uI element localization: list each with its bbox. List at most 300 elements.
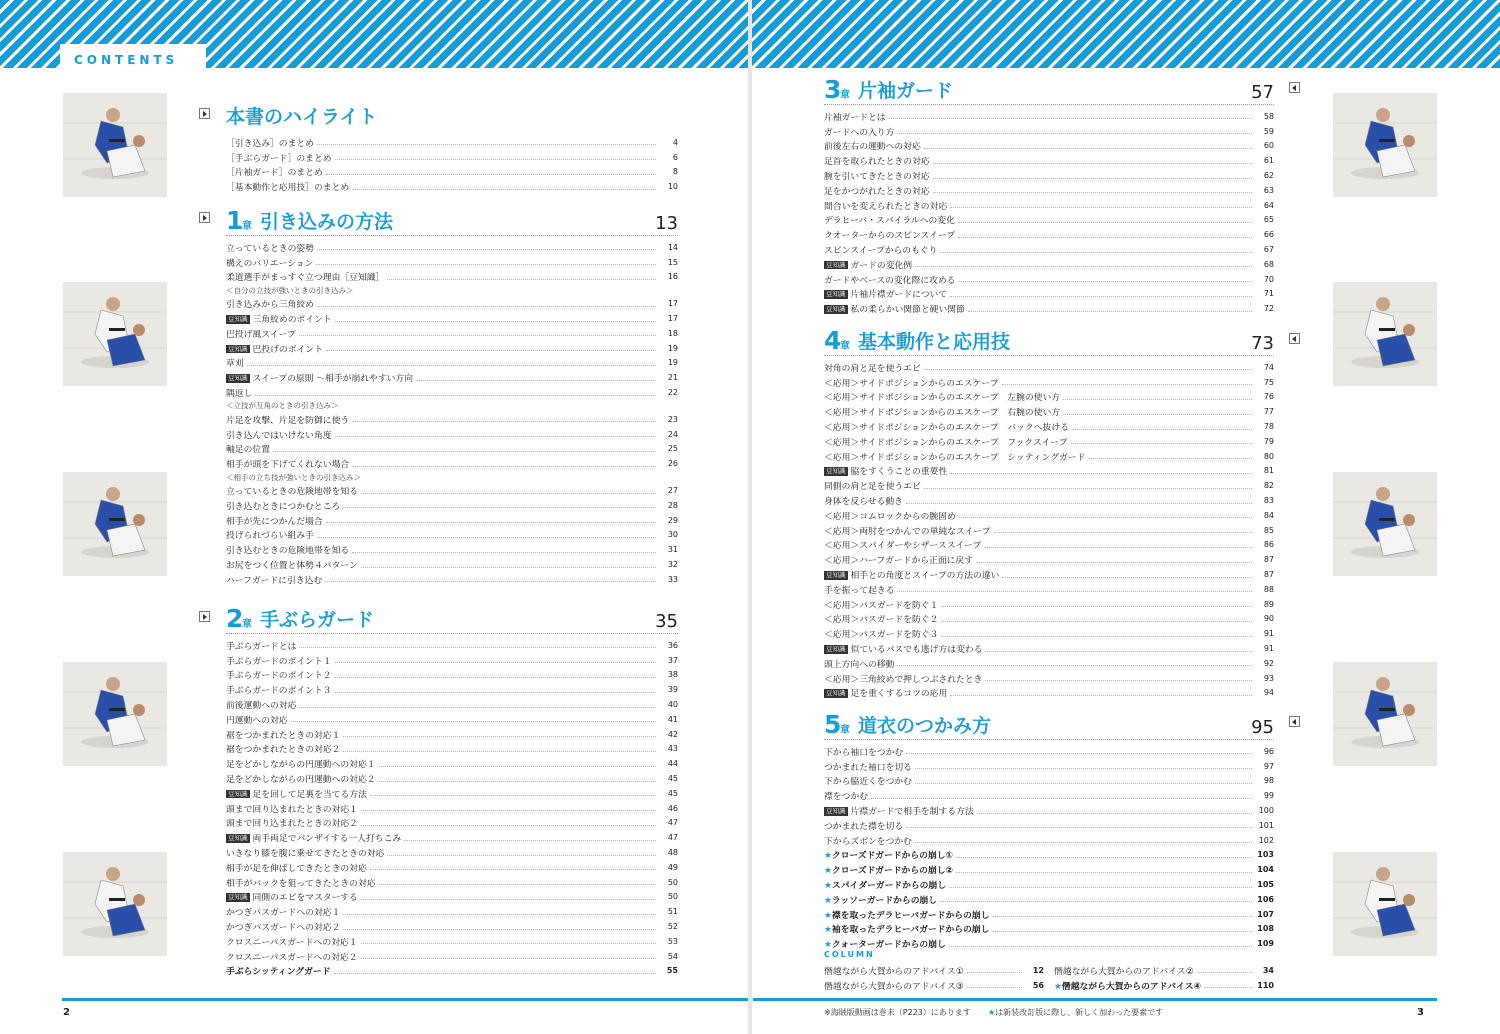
leader-dots [379,884,656,885]
toc-entry-label [824,376,1002,389]
toc-entry-label [824,642,985,655]
toc-entry-text: 下から脇近くをつかむ [824,777,912,788]
column-section [824,944,1274,993]
triangle-arrow-icon [199,611,210,622]
leader-dots [343,507,656,508]
toc-entry [226,341,678,356]
toc-entry-text: 手ぶらガードとは [226,641,297,652]
toc-entry-label [824,553,976,566]
toc-entry-label [226,327,299,340]
leader-dots [352,189,656,190]
leader-dots [915,783,1252,784]
toc-entry-label [824,524,994,537]
leader-dots [949,887,1252,888]
toc-entry-label [824,243,940,256]
leader-dots [933,192,1252,193]
leader-dots [933,163,1252,164]
toc-entry [824,508,1274,523]
chapter-suffix: 章 [242,221,252,232]
toc-entry-label [226,151,335,164]
toc-entry-page: 48 [667,848,678,858]
leader-dots [897,591,1252,592]
toc-entry-label [226,573,325,586]
toc-entry [226,165,678,180]
chapter-page: 57 [1251,82,1274,103]
leader-dots [956,872,1252,873]
leader-dots [326,174,656,175]
toc-entry-text: 隅返し [226,389,253,400]
toc-entry [824,567,1274,582]
photo-5 [63,852,167,956]
toc-entry [824,464,1274,479]
toc-entry-page: 4 [672,137,678,147]
chapter-4-section [824,323,1274,700]
photo-7 [1333,282,1437,386]
toc-entry-page: 78 [1263,422,1274,432]
page-number-right: 3 [1417,1007,1424,1018]
toc-entry-label [824,789,871,802]
chapter-title: 道衣のつかみ方 [858,715,992,737]
toc-entry-page: 50 [667,892,678,902]
toc-entry-text: クロスニーパスガードへの対応２ [226,952,358,963]
chapter-page: 35 [655,611,678,632]
leader-dots [352,421,656,422]
toc-entry-text: ［基本動作と応用技］のまとめ [226,183,350,194]
toc-entry-text: 足をどかしながらの円運動への対応２ [226,775,376,786]
toc-entry-page: 55 [666,966,678,976]
chapter-title: 引き込みの方法 [260,211,394,233]
toc-entry-text: 両手両足でバンザイする一人打ちこみ [252,834,402,845]
tip-badge: 豆知識 [228,315,248,324]
header-stripe-right [752,0,1500,68]
toc-entry-text: 足をどかしながらの円運動への対応１ [226,760,376,771]
toc-entry-page: 87 [1263,555,1274,565]
toc-entry [824,523,1274,538]
toc-entry-page: 53 [667,936,678,946]
toc-entry-label [226,543,352,556]
toc-entry-text: 似ているパスでも逃げ方は変わる [850,645,983,656]
photo-6 [1333,93,1437,197]
chapter-number: 1 [226,206,244,235]
toc-entry [226,845,678,860]
toc-entry-text: クロスニーパスガードへの対応１ [226,937,358,948]
toc-entry [226,326,678,341]
toc-entry [824,597,1274,612]
toc-entry [824,671,1274,686]
toc-entry-page: 40 [667,700,678,710]
toc-entry-page: 79 [1263,436,1274,446]
leader-dots [370,869,656,870]
toc-entry-page: 32 [667,560,678,570]
toc-entry-label [226,964,334,977]
contents-tab [60,44,206,70]
toc-entry-page: 67 [1263,245,1274,255]
toc-entry-text: ＜応用＞ハーフガードから正面に戻す [824,556,974,567]
leader-dots [924,488,1252,489]
leader-dots [361,810,656,811]
leader-dots [985,651,1252,652]
leader-dots [317,249,656,250]
highlight-title: 本書のハイライト [226,106,378,128]
leader-dots [924,148,1252,149]
toc-entry [824,153,1274,168]
toc-entry [226,668,678,683]
toc-entry-text: ガードやベースの変化際に攻める [824,275,956,286]
toc-entry-page: 77 [1263,407,1274,417]
toc-entry-text: 身体を反らせる動き [824,497,903,508]
toc-entry [824,552,1274,567]
toc-entry [824,390,1274,405]
toc-entry-page: 103 [1257,850,1274,860]
toc-entry-page: 91 [1263,629,1274,639]
toc-entry-label [226,816,361,829]
toc-entry [824,833,1274,848]
toc-entry-page: 90 [1263,614,1274,624]
toc-entry-label [226,654,335,667]
leader-dots [247,365,656,366]
toc-entry [824,301,1274,316]
toc-entry-text: 腕を引いてきたときの対応 [824,172,930,183]
leader-dots [967,987,1022,988]
toc-entry-text: クオーターからのスピンスイープ [824,231,956,242]
toc-entry [824,538,1274,553]
column-list [824,963,1274,993]
highlight-section [226,98,678,194]
toc-entry-label [226,371,416,384]
footer-rule-right [753,998,1437,1001]
leader-dots [915,768,1252,769]
leader-dots [335,662,656,663]
toc-entry-page: 81 [1263,466,1274,476]
toc-entry-label [226,713,291,726]
toc-entry [226,471,678,483]
toc-entry-label [226,413,352,426]
toc-entry-text: 足を重くするコツの応用 [850,689,948,700]
toc-entry-page: 26 [667,459,678,469]
toc-entry-text: 手ぶらガードのポイント２ [226,671,332,682]
toc-entry [226,949,678,964]
toc-entry [824,612,1274,627]
toc-entry [824,656,1274,671]
toc-entry-label [226,285,357,296]
toc-entry-text: 手ぶらガードのポイント３ [226,686,332,697]
toc-entry-page: 64 [1263,200,1274,210]
toc-entry-label [824,964,967,977]
toc-entry-label [824,405,1063,418]
toc-entry-label [226,241,317,254]
leader-dots [1197,972,1252,973]
toc-entry-page: 63 [1263,185,1274,195]
toc-entry-page: 45 [667,774,678,784]
toc-entry-text: つかまれた袖口を切る [824,762,912,773]
triangle-arrow-icon [1289,82,1300,93]
leader-dots [1071,443,1252,444]
leader-dots [343,914,656,915]
toc-entry-label [824,922,992,935]
toc-entry-page: 23 [667,414,678,424]
chapter-title-row [824,323,1274,353]
toc-entry [226,904,678,919]
toc-entry-label [824,908,992,921]
toc-entry [226,697,678,712]
page-gutter [748,0,752,1034]
leader-dots [291,721,656,722]
toc-entry-page: 33 [667,574,678,584]
toc-entry-page: 74 [1263,362,1274,372]
toc-entry-text: ＜応用＞パスガードを防ぐ２ [824,615,939,626]
leader-dots [959,281,1252,282]
toc-entry [824,788,1274,803]
tip-badge: 豆知識 [228,893,248,902]
toc-entry-label [824,435,1071,448]
toc-entry-text: 軸足の位置 [226,445,270,456]
leader-dots [889,118,1252,119]
toc-entry-label [824,169,933,182]
leader-dots [941,606,1252,607]
toc-entry-text: 巴投げ風スイープ [226,329,296,340]
toc-entry-label [824,199,950,212]
toc-entry-text: つかまれた襟を切る [824,821,904,832]
toc-entry-page: 6 [672,152,678,162]
toc-entry-text: ＜立技が互角のときの引き込み＞ [226,401,339,411]
leader-dots [984,547,1252,548]
toc-entry [226,270,678,285]
toc-entry-label [226,698,299,711]
toc-entry-text: ＜応用＞サイドポジションからのエスケープ 右腕の使い方 [824,408,1061,419]
leader-dots [361,958,656,959]
footer-note-2 [988,1007,1163,1018]
toc-entry [226,296,678,311]
judo-photo-illustration [1333,282,1437,386]
toc-entry [824,139,1274,154]
toc-entry-text: ＜応用＞サイドポジションからのエスケープ [824,378,999,389]
toc-entry-label [226,428,335,441]
toc-entry-text: 相手が頭を下げてくれない場合 [226,460,350,471]
toc-entry [824,892,1274,907]
toc-entry-page: 22 [667,388,678,398]
toc-entry-page: 10 [667,182,678,192]
toc-entry-page: 39 [667,685,678,695]
leader-dots [958,222,1252,223]
leader-dots [335,321,656,322]
highlight-list [226,135,678,194]
tip-badge: 豆知識 [826,571,846,580]
toc-entry-label [824,583,897,596]
judo-photo-illustration [1333,472,1437,576]
toc-entry [824,419,1274,434]
toc-entry-text: 頭まで回り込まれたときの対応２ [226,819,358,830]
toc-entry-page: 17 [667,299,678,309]
toc-entry-label [226,728,343,741]
toc-entry-label [824,979,967,992]
toc-entry-page: 85 [1263,525,1274,535]
toc-entry [824,848,1274,863]
title-leader [226,235,678,236]
toc-entry-page: 88 [1263,584,1274,594]
judo-photo-illustration [63,472,167,576]
toc-entry-page: 91 [1263,644,1274,654]
toc-entry-page: 60 [1263,141,1274,151]
leader-dots [379,781,656,782]
toc-entry-label [226,802,361,815]
toc-entry-page: 25 [667,444,678,454]
contents-label: CONTENTS [74,53,179,67]
toc-entry [226,483,678,498]
toc-entry-page: 19 [667,343,678,353]
chapter-3-section [824,72,1274,316]
triangle-arrow-icon [199,108,210,119]
toc-entry-text: デラヒーバ・スパイラルへの変化 [824,216,955,227]
toc-entry-label [824,420,1072,433]
toc-entry-page: 100 [1258,806,1274,816]
toc-entry-page: 106 [1257,894,1274,904]
toc-entry-page: 66 [1263,230,1274,240]
tip-badge: 豆知識 [826,807,846,816]
judo-photo-illustration [1333,662,1437,766]
photo-10 [1333,852,1437,956]
footer-note-2-text: は新装改訂版に際し、新しく加わった要素です [995,1008,1164,1017]
judo-photo-illustration [1333,852,1437,956]
toc-entry-page: 61 [1263,156,1274,166]
toc-entry [824,862,1274,877]
toc-entry-label [824,598,941,611]
toc-entry-page: 71 [1263,289,1274,299]
toc-entry-page: 14 [667,242,678,252]
leader-dots [361,825,656,826]
leader-dots [334,973,656,974]
star-icon: ★ [824,940,832,951]
leader-dots [897,133,1252,134]
toc-entry [824,759,1274,774]
toc-entry [226,284,678,296]
toc-entry-label [226,484,361,497]
toc-entry-page: 16 [667,272,678,282]
chapter-title: 手ぶらガード [260,609,375,631]
toc-entry-page: 38 [667,670,678,680]
toc-entry-text: 同側のエビをマスターする [252,893,358,904]
toc-entry-text: ガードの変化例 [850,260,913,271]
toc-entry-text: ［引き込み］のまとめ [226,138,314,149]
toc-entry-text: 僭越ながら大賀からのアドバイス③ [824,981,964,992]
toc-entry-text: 前後左右の運動への対応 [824,142,921,153]
toc-entry-page: 49 [667,862,678,872]
toc-entry-text: ＜応用＞両肘をつかんでの単純なスイープ [824,526,991,537]
judo-photo-illustration [63,662,167,766]
toc-entry-page: 37 [667,655,678,665]
leader-dots [940,901,1252,902]
chapter-suffix: 章 [840,341,850,352]
toc-entry-text: かつぎパスガードへの対応１ [226,908,341,919]
leader-dots [956,857,1252,858]
toc-entry [226,712,678,727]
toc-entry [226,801,678,816]
toc-entry-label [824,110,889,123]
chapter-number: 3 [824,75,842,104]
toc-entry-page: 84 [1263,510,1274,520]
toc-entry-page: 110 [1257,980,1274,990]
toc-entry-page: 46 [667,803,678,813]
toc-entry-text: クローズドガードからの崩し② [831,866,953,877]
chapter-1-section [226,203,678,587]
toc-entry-label [226,558,361,571]
toc-entry-text: 頭まで回り込まれたときの対応１ [226,804,358,815]
leader-dots [317,144,656,145]
leader-dots [361,567,656,568]
toc-entry-label [226,499,343,512]
chapter-number: 2 [226,604,244,633]
leader-dots [379,766,656,767]
toc-entry [824,404,1274,419]
toc-entry-label [824,686,950,699]
leader-dots [1088,458,1252,459]
tip-badge: 豆知識 [826,260,846,269]
toc-entry-text: クォーターガードからの崩し [831,940,946,951]
toc-entry-label [226,639,299,652]
tip-badge: 豆知識 [228,374,248,383]
toc-entry [824,198,1274,213]
toc-entry [226,356,678,371]
toc-entry [226,179,678,194]
toc-entry-page: 94 [1263,688,1274,698]
toc-entry [824,963,1044,978]
toc-entry-label [226,514,326,527]
toc-entry-page: 109 [1257,939,1274,949]
toc-entry-label [824,273,959,286]
toc-entry [824,360,1274,375]
photo-8 [1333,472,1437,576]
chapter-number: 5 [824,710,842,739]
triangle-arrow-icon [1289,333,1300,344]
toc-entry-label [824,390,1063,403]
toc-entry-text: 草刈 [226,359,244,370]
leader-dots [387,279,656,280]
toc-entry-text: 三角絞めのポイント [252,315,332,326]
toc-entry [824,478,1274,493]
toc-entry-page: 36 [667,640,678,650]
tip-badge: 豆知識 [228,344,248,353]
toc-entry-text: 袖を取ったデラヒーバガードからの崩し [831,925,990,936]
toc-entry-label [226,905,343,918]
leader-dots [941,621,1252,622]
leader-dots [255,395,656,396]
chapter-suffix: 章 [840,90,850,101]
leader-dots [985,680,1252,681]
toc-entry-page: 29 [667,515,678,525]
toc-entry-label [226,528,317,541]
judo-photo-illustration [63,93,167,197]
leader-dots [906,753,1252,754]
toc-entry-page: 92 [1263,658,1274,668]
toc-entry-label [824,361,924,374]
toc-entry-page: 56 [1032,980,1044,990]
toc-entry [824,803,1274,818]
toc-entry-label [824,228,958,241]
highlight-title-row [226,98,678,128]
tip-badge: 豆知識 [826,689,846,698]
toc-entry-text: ＜自分の立技が強いときの引き込み＞ [226,285,354,295]
toc-entry [824,183,1274,198]
toc-entry-label [824,568,1002,581]
toc-entry-label [226,356,247,369]
chapter-title-row [226,601,678,631]
toc-entry-page: 43 [667,744,678,754]
chapter-title: 片袖ガード [858,80,954,102]
toc-entry-page: 19 [667,358,678,368]
toc-entry [824,213,1274,228]
toc-entry-page: 12 [1032,965,1044,975]
toc-entry [226,557,678,572]
toc-entry-text: 足をかつがれたときの対応 [824,186,930,197]
